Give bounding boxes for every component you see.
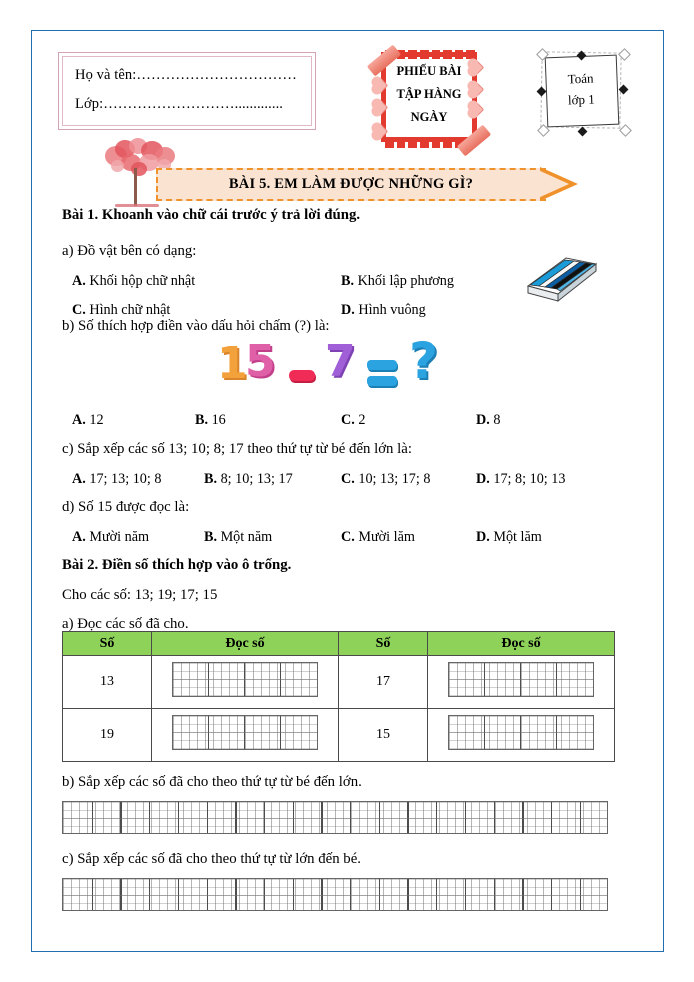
option-a4[interactable] [72, 529, 149, 546]
option-letter: A. [72, 529, 86, 545]
option-d2[interactable] [476, 412, 500, 429]
option-letter: B. [195, 412, 209, 428]
option-b1[interactable] [341, 273, 454, 290]
option-b3[interactable] [204, 471, 293, 488]
subject-box [536, 48, 626, 133]
page-title: BÀI 5. EM LÀM ĐƯỢC NHỮNG GÌ? [228, 176, 474, 192]
option-b2[interactable] [195, 412, 226, 429]
equation-digit-1: 1 [217, 338, 248, 389]
exercise2-heading: Bài 2. Điền số thích hợp vào ô trống. [62, 557, 292, 573]
option-text: 16 [211, 412, 226, 428]
equation-minus-icon [289, 370, 315, 381]
answer-strip-c[interactable] [62, 878, 608, 911]
option-letter: D. [341, 302, 355, 318]
subject-box-text [545, 67, 616, 111]
option-text: Khối lập phương [357, 273, 454, 289]
selection-handle-icon[interactable] [619, 124, 632, 137]
option-d4[interactable] [476, 529, 542, 546]
option-letter: B. [204, 471, 218, 487]
exercise1-heading: Bài 1. Khoanh vào chữ cái trước ý trả lời đúng. [62, 207, 361, 223]
option-letter: C. [341, 471, 355, 487]
subject-name: Toán [567, 70, 594, 87]
option-letter: A. [72, 273, 86, 289]
option-text: Một lăm [493, 529, 542, 545]
exercise1-part-a-prompt: a) Đồ vật bên có dạng: [62, 243, 197, 259]
stamp-line-1: PHIẾU BÀI [396, 64, 462, 78]
option-text: 12 [89, 412, 104, 428]
writing-grid[interactable] [448, 662, 594, 697]
option-text: Mười lăm [358, 529, 415, 545]
option-c2[interactable] [341, 412, 365, 429]
option-letter: C. [72, 302, 86, 318]
cell-number-17: 17 [339, 656, 428, 709]
option-a3[interactable] [72, 471, 161, 488]
exercise2-given-numbers: Cho các số: 13; 19; 17; 15 [62, 587, 218, 603]
writing-grid[interactable] [448, 715, 594, 750]
eraser-illustration [520, 252, 600, 304]
answer-strip-b[interactable] [62, 801, 608, 834]
table-row [63, 656, 615, 709]
option-text: Mười năm [89, 529, 150, 545]
option-letter: B. [341, 273, 355, 289]
option-a1[interactable] [72, 273, 195, 290]
exercise1-part-d-prompt: d) Số 15 được đọc là: [62, 499, 190, 515]
option-letter: A. [72, 412, 86, 428]
equation-digit-7: 7 [325, 336, 356, 387]
exercise1-part-c-prompt: c) Sắp xếp các số 13; 10; 8; 17 theo thứ tự từ bé đến lớn là: [62, 441, 412, 457]
option-text: 2 [358, 412, 366, 428]
option-a2[interactable] [72, 412, 104, 429]
equation-equals-icon [367, 376, 397, 386]
cell-number-15: 15 [339, 709, 428, 762]
option-text: 8 [493, 412, 501, 428]
student-info-box [58, 52, 316, 130]
worksheet-page [31, 30, 664, 952]
option-b4[interactable] [204, 529, 272, 546]
th-reading-1: Đọc số [152, 632, 339, 656]
cell-number-13: 13 [63, 656, 152, 709]
tree-trunk [134, 168, 137, 206]
th-number-2: Số [339, 632, 428, 656]
writing-grid[interactable] [62, 878, 608, 911]
table-header-row [63, 632, 615, 656]
student-class-field[interactable]: Lớp:………………………............. [75, 96, 284, 112]
cell-answer-13[interactable] [152, 656, 339, 709]
stamp-text [385, 60, 473, 129]
option-c3[interactable] [341, 471, 430, 488]
cell-answer-17[interactable] [428, 656, 615, 709]
option-text: 17; 8; 10; 13 [493, 471, 566, 487]
subject-grade: lớp 1 [567, 91, 595, 108]
writing-grid[interactable] [172, 715, 318, 750]
student-name-field[interactable]: Họ và tên:…………………………… [75, 67, 297, 83]
option-text: 17; 13; 10; 8 [89, 471, 162, 487]
cell-answer-19[interactable] [152, 709, 339, 762]
table-row [63, 709, 615, 762]
writing-grid[interactable] [62, 801, 608, 834]
equation-illustration [209, 332, 459, 396]
option-d3[interactable] [476, 471, 565, 488]
option-text: 10; 13; 17; 8 [358, 471, 431, 487]
exercise2-part-a-prompt: a) Đọc các số đã cho. [62, 616, 189, 632]
stamp-line-3: NGÀY [410, 110, 448, 124]
option-c4[interactable] [341, 529, 415, 546]
cell-number-19: 19 [63, 709, 152, 762]
equation-digit-5: 5 [245, 336, 276, 387]
worksheet-header [31, 30, 664, 150]
cell-answer-15[interactable] [428, 709, 615, 762]
option-letter: A. [72, 471, 86, 487]
lesson-title-banner [156, 168, 580, 201]
exercise2-part-c-prompt: c) Sắp xếp các số đã cho theo thứ tự từ lớn đến bé. [62, 851, 361, 867]
option-letter: D. [476, 412, 490, 428]
option-d1[interactable] [341, 302, 426, 319]
writing-grid[interactable] [172, 662, 318, 697]
option-letter: C. [341, 412, 355, 428]
option-letter: B. [204, 529, 218, 545]
exercise1-part-b-prompt: b) Số thích hợp điền vào dấu hỏi chấm (?) là: [62, 318, 330, 334]
option-text: Một năm [220, 529, 273, 545]
option-text: 8; 10; 13; 17 [220, 471, 293, 487]
option-c1[interactable] [72, 302, 170, 319]
number-reading-table [62, 631, 615, 762]
exercise2-part-b-prompt: b) Sắp xếp các số đã cho theo thứ tự từ bé đến lớn. [62, 774, 362, 790]
option-letter: C. [341, 529, 355, 545]
equation-equals-icon [367, 360, 397, 370]
option-text: Hình vuông [358, 302, 426, 318]
equation-question-mark-icon: ? [409, 332, 439, 390]
worksheet-stamp [365, 38, 493, 156]
stamp-line-2: TẬP HÀNG [396, 87, 462, 101]
option-text: Khối hộp chữ nhật [89, 273, 196, 289]
th-reading-2: Đọc số [428, 632, 615, 656]
th-number-1: Số [63, 632, 152, 656]
option-letter: D. [476, 529, 490, 545]
option-letter: D. [476, 471, 490, 487]
option-text: Hình chữ nhật [89, 302, 171, 318]
